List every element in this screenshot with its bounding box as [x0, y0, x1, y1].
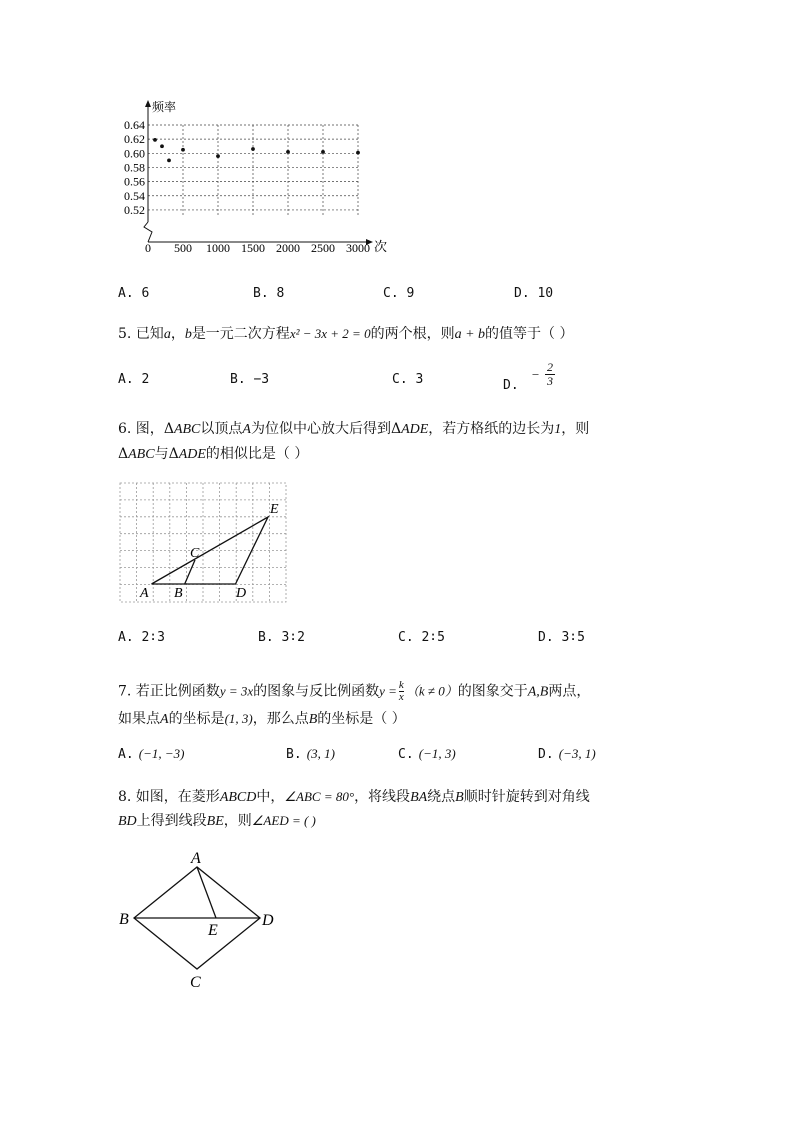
q8-stem-line2: BD上得到线段BE，则∠AED = ( ): [118, 813, 316, 829]
chart-points: [153, 138, 360, 162]
q6-stem-line2: ΔABC与ΔADE的相似比是（ ）: [118, 446, 309, 462]
y-axis-break: [144, 222, 152, 242]
label-c: C: [190, 974, 201, 991]
x-tick-label: 500: [174, 241, 192, 255]
q6-grid-figure: [118, 481, 288, 605]
q4-option-b[interactable]: B. 8: [253, 286, 285, 301]
q4-option-d[interactable]: D. 10: [514, 286, 554, 301]
x-tick-label: 2500: [311, 241, 335, 255]
frequency-scatter-chart: [110, 95, 400, 265]
chart-x-ticks: [145, 241, 370, 255]
label-a: A: [191, 850, 201, 867]
y-tick-label: 0.62: [124, 132, 145, 147]
y-tick-label: 0.60: [124, 146, 145, 161]
q5-option-a[interactable]: A. 2: [118, 372, 150, 387]
data-point: [321, 150, 325, 154]
y-tick-label: 0.52: [124, 202, 145, 217]
label-a: A: [140, 586, 149, 601]
y-tick-label: 0.56: [124, 174, 145, 189]
q6-option-c[interactable]: C. 2∶5: [398, 630, 445, 645]
x-tick-label: 2000: [276, 241, 300, 255]
data-point: [251, 147, 255, 151]
chart-y-ticks: [124, 118, 145, 217]
label-e: E: [270, 502, 279, 517]
q6-stem-line1: 6. 图，ΔABC以顶点A为位似中心放大后得到ΔADE，若方格纸的边长为1，则: [118, 421, 590, 437]
q7-option-a[interactable]: A. (−1, −3): [118, 746, 185, 762]
q4-option-a[interactable]: A. 6: [118, 286, 150, 301]
chart-grid: [144, 100, 373, 245]
x-tick-label: 1000: [206, 241, 230, 255]
label-b: B: [119, 911, 129, 928]
y-tick-label: 0.58: [124, 160, 145, 175]
q7-option-d[interactable]: D. (−3, 1): [538, 746, 596, 762]
data-point: [181, 148, 185, 152]
q5-option-b[interactable]: B. −3: [230, 372, 270, 387]
q6-option-b[interactable]: B. 3∶2: [258, 630, 305, 645]
label-d: D: [236, 586, 247, 601]
q7-option-b[interactable]: B. (3, 1): [286, 746, 335, 762]
data-point: [286, 150, 290, 154]
q7-stem-line1: 7. 若正比例函数y = 3x的图象与反比例函数y = $\frac{k}{x}$ （k ≠ 0）的图象交于A,B两点，: [118, 679, 591, 703]
x-tick-label: 0: [145, 241, 151, 255]
label-c: C: [190, 546, 200, 561]
y-tick-label: 0.64: [124, 118, 145, 132]
data-point: [153, 138, 157, 142]
label-d: D: [262, 912, 274, 929]
data-point: [216, 154, 220, 158]
y-axis-arrow: [145, 100, 151, 107]
y-tick-label: 0.54: [124, 188, 145, 203]
q7-option-c[interactable]: C. (−1, 3): [398, 746, 456, 762]
q5-option-d[interactable]: D. − 2 3: [503, 360, 553, 393]
q5-option-c[interactable]: C. 3: [392, 372, 424, 387]
data-point: [356, 151, 360, 155]
q5-stem: 5. 已知a，b是一元二次方程x² − 3x + 2 = 0的两个根，则a + b的值等于（ ）: [118, 326, 574, 342]
x-tick-label: 3000: [346, 241, 370, 255]
x-tick-label: 1500: [241, 241, 265, 255]
data-point: [160, 144, 164, 148]
q4-option-c[interactable]: C. 9: [383, 286, 415, 301]
q7-stem-line2: 如果点A的坐标是(1, 3)，那么点B的坐标是（ ）: [118, 711, 406, 727]
q8-rhombus-figure: [115, 845, 285, 995]
q8-stem-line1: 8. 如图，在菱形ABCD中，∠ABC = 80°，将线段BA绕点B顺时针旋转到对角线: [118, 789, 590, 805]
label-b: B: [174, 586, 183, 601]
label-e: E: [208, 922, 218, 939]
q6-option-a[interactable]: A. 2∶3: [118, 630, 165, 645]
data-point: [167, 158, 171, 162]
chart-ylabel: 频率: [152, 100, 177, 114]
q6-option-d[interactable]: D. 3∶5: [538, 630, 585, 645]
chart-xlabel: 次: [374, 239, 388, 254]
